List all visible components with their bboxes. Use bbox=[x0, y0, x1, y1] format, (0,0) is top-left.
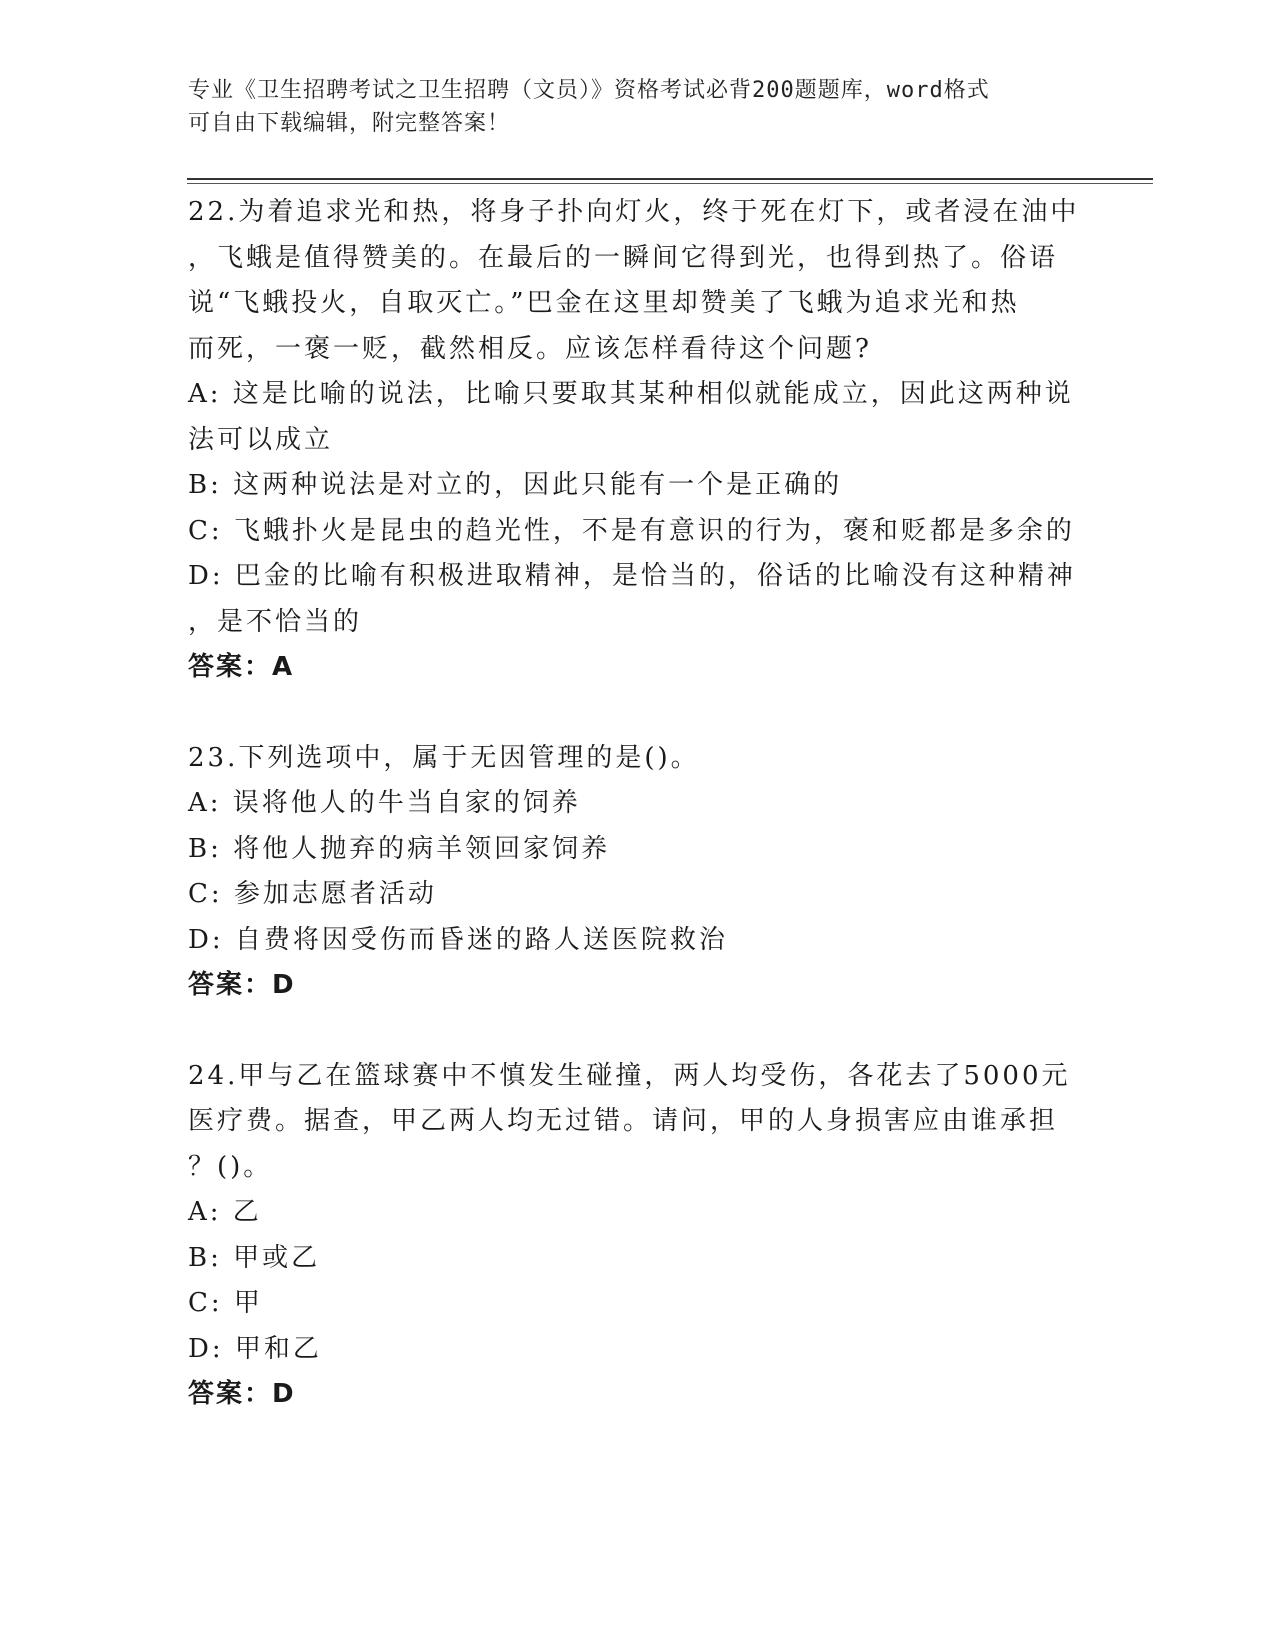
question-text: 24.甲与乙在篮球赛中不慎发生碰撞，两人均受伤，各花去了5000元 bbox=[188, 1060, 1071, 1091]
question-text: ，飞蛾是值得赞美的。在最后的一瞬间它得到光，也得到热了。俗语 bbox=[188, 242, 1059, 273]
answer-label: 答案：D bbox=[188, 1379, 296, 1409]
option-c: C: 甲 bbox=[188, 1288, 263, 1318]
option-d: D: 自费将因受伤而昏迷的路人送医院救治 bbox=[188, 924, 728, 955]
option-d-cont: ，是不恰当的 bbox=[188, 606, 363, 637]
option-b: B: 甲或乙 bbox=[188, 1242, 321, 1273]
option-a: A: 误将他人的牛当自家的饲养 bbox=[188, 788, 581, 818]
question-22 bbox=[188, 190, 1088, 691]
header-divider bbox=[187, 178, 1153, 180]
document-header bbox=[188, 74, 1088, 140]
question-24 bbox=[188, 1054, 1088, 1418]
question-list bbox=[188, 190, 1088, 1418]
option-b: B: 将他人抛弃的病羊领回家饲养 bbox=[188, 833, 611, 864]
header-line: 可自由下载编辑，附完整答案！ bbox=[188, 111, 511, 136]
answer-label: 答案：A bbox=[188, 652, 295, 682]
option-d: D: 巴金的比喻有积极进取精神，是恰当的，俗话的比喻没有这种精神 bbox=[188, 561, 1076, 591]
header-line: 专业《卫生招聘考试之卫生招聘（文员）》资格考试必背200题题库，word格式 bbox=[188, 78, 990, 103]
question-text: 23.下列选项中，属于无因管理的是()。 bbox=[188, 742, 700, 773]
option-a: A: 乙 bbox=[188, 1197, 262, 1227]
option-d: D: 甲和乙 bbox=[188, 1333, 322, 1364]
header-divider-thin bbox=[187, 183, 1153, 184]
option-b: B: 这两种说法是对立的，因此只能有一个是正确的 bbox=[188, 470, 843, 500]
option-c: C: 飞蛾扑火是昆虫的趋光性，不是有意识的行为，褒和贬都是多余的 bbox=[188, 515, 1075, 546]
option-a-cont: 法可以成立 bbox=[188, 424, 334, 455]
question-text: 说“飞蛾投火，自取灭亡。”巴金在这里却赞美了飞蛾为追求光和热 bbox=[188, 288, 1020, 318]
option-c: C: 参加志愿者活动 bbox=[188, 879, 437, 909]
question-text: 22.为着追求光和热，将身子扑向灯火，终于死在灯下，或者浸在油中 bbox=[188, 197, 1080, 227]
option-a: A: 这是比喻的说法，比喻只要取其某种相似就能成立，因此这两种说 bbox=[188, 379, 1074, 409]
answer-label: 答案：D bbox=[188, 970, 296, 1000]
question-text: 医疗费。据查，甲乙两人均无过错。请问，甲的人身损害应由谁承担 bbox=[188, 1106, 1059, 1136]
question-text: 而死，一褒一贬，截然相反。应该怎样看待这个问题? bbox=[188, 333, 872, 364]
question-text: ？()。 bbox=[188, 1151, 273, 1182]
question-23 bbox=[188, 736, 1088, 1009]
